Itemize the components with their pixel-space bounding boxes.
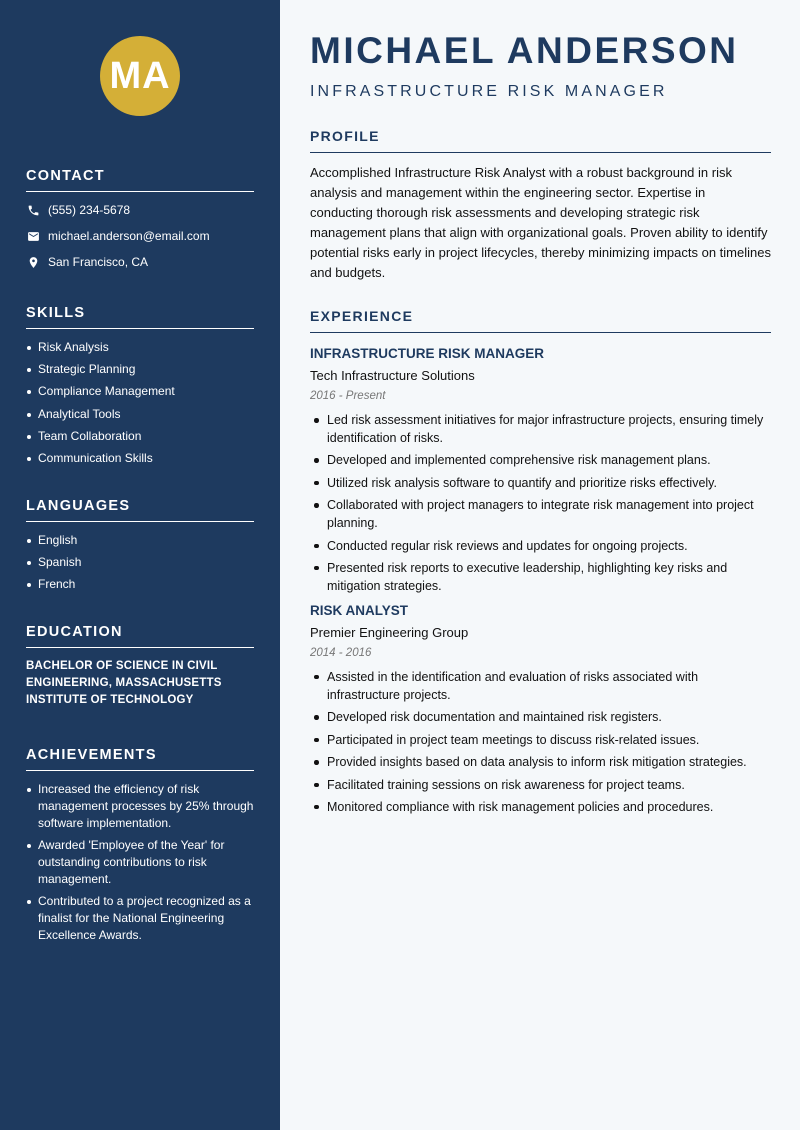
skill-item: Strategic Planning (26, 361, 254, 378)
job-duties (310, 411, 771, 595)
phone-icon (26, 203, 40, 217)
contact-section (26, 168, 254, 270)
languages-list (26, 532, 254, 593)
email-icon (26, 229, 40, 243)
language-item: Spanish (26, 554, 254, 571)
duty-item: Presented risk reports to executive leadership, highlighting key risks and mitigation strategies. (310, 559, 771, 595)
location-pin-icon (26, 255, 40, 269)
contact-email-text[interactable]: michael.anderson@email.com (48, 229, 210, 243)
skills-section (26, 305, 254, 472)
duty-item: Assisted in the identification and evaluation of risks associated with infrastructure projects. (310, 668, 771, 704)
contact-heading: CONTACT (26, 168, 254, 192)
job-company: Premier Engineering Group (310, 624, 469, 640)
achievements-section (26, 747, 254, 950)
job-duties (310, 668, 771, 816)
achievements-list (26, 781, 254, 944)
job-entry (310, 346, 771, 595)
achievement-item: Increased the efficiency of risk management processes by 25% through software implementation. (26, 781, 254, 832)
languages-section (26, 498, 254, 599)
duty-item: Utilized risk analysis software to quantify and prioritize risks effectively. (310, 474, 771, 492)
education-degree: BACHELOR OF SCIENCE IN CIVIL ENGINEERING, MASSACHUSETTS INSTITUTE OF TECHNOLOGY (26, 660, 222, 706)
contact-location (26, 254, 254, 270)
job-role: RISK ANALYST (310, 602, 409, 618)
avatar-initials: MA (100, 36, 180, 116)
skills-heading: SKILLS (26, 305, 254, 329)
profile-heading: PROFILE (310, 128, 771, 153)
experience-section (310, 308, 771, 820)
skill-item: Risk Analysis (26, 339, 254, 356)
job-dates: 2016 - Present (310, 390, 386, 402)
contact-email (26, 228, 254, 244)
contact-phone-text[interactable]: (555) 234-5678 (48, 203, 131, 217)
contact-phone (26, 202, 254, 218)
skill-item: Compliance Management (26, 383, 254, 400)
job-company: Tech Infrastructure Solutions (310, 368, 475, 383)
education-section (26, 624, 254, 709)
candidate-name: MICHAEL ANDERSON (310, 30, 739, 71)
duty-item: Conducted regular risk reviews and updates for ongoing projects. (310, 537, 771, 555)
candidate-title: INFRASTRUCTURE RISK MANAGER (310, 83, 668, 100)
profile-text: Accomplished Infrastructure Risk Analyst with a robust background in risk analysis and management within the engineering sector. Expertise in conducting thorough risk assessments and developing strategic risk management plans that align with organizational goals. Proven ability to identify potential risks early in project lifecycles, thereby minimizing impacts on timelines and budgets. (310, 165, 771, 280)
duty-item: Developed risk documentation and maintained risk registers. (310, 708, 771, 726)
sidebar (0, 0, 280, 1130)
language-item: English (26, 532, 254, 549)
job-role: INFRASTRUCTURE RISK MANAGER (310, 346, 544, 361)
contact-location-text: San Francisco, CA (48, 255, 149, 269)
achievement-item: Awarded 'Employee of the Year' for outstanding contributions to risk management. (26, 837, 254, 888)
languages-heading: LANGUAGES (26, 498, 254, 522)
language-item: French (26, 576, 254, 593)
duty-item: Participated in project team meetings to discuss risk-related issues. (310, 731, 771, 749)
duty-item: Collaborated with project managers to integrate risk management into project planning. (310, 496, 771, 532)
skill-item: Team Collaboration (26, 428, 254, 445)
achievement-item: Contributed to a project recognized as a finalist for the National Engineering Excellence Awards. (26, 893, 254, 944)
job-entry (310, 603, 771, 816)
skills-list (26, 339, 254, 467)
job-dates: 2014 - 2016 (310, 646, 372, 659)
achievements-heading: ACHIEVEMENTS (26, 747, 254, 771)
education-heading: EDUCATION (26, 624, 254, 648)
duty-item: Led risk assessment initiatives for major infrastructure projects, ensuring timely identification of risks. (310, 411, 771, 447)
skill-item: Analytical Tools (26, 406, 254, 423)
duty-item: Provided insights based on data analysis to inform risk mitigation strategies. (310, 753, 771, 771)
duty-item: Developed and implemented comprehensive risk management plans. (310, 451, 771, 469)
duty-item: Facilitated training sessions on risk awareness for project teams. (310, 776, 771, 794)
duty-item: Monitored compliance with risk management policies and procedures. (310, 798, 771, 816)
skill-item: Communication Skills (26, 450, 254, 467)
profile-section (310, 128, 771, 283)
experience-heading: EXPERIENCE (310, 308, 771, 333)
